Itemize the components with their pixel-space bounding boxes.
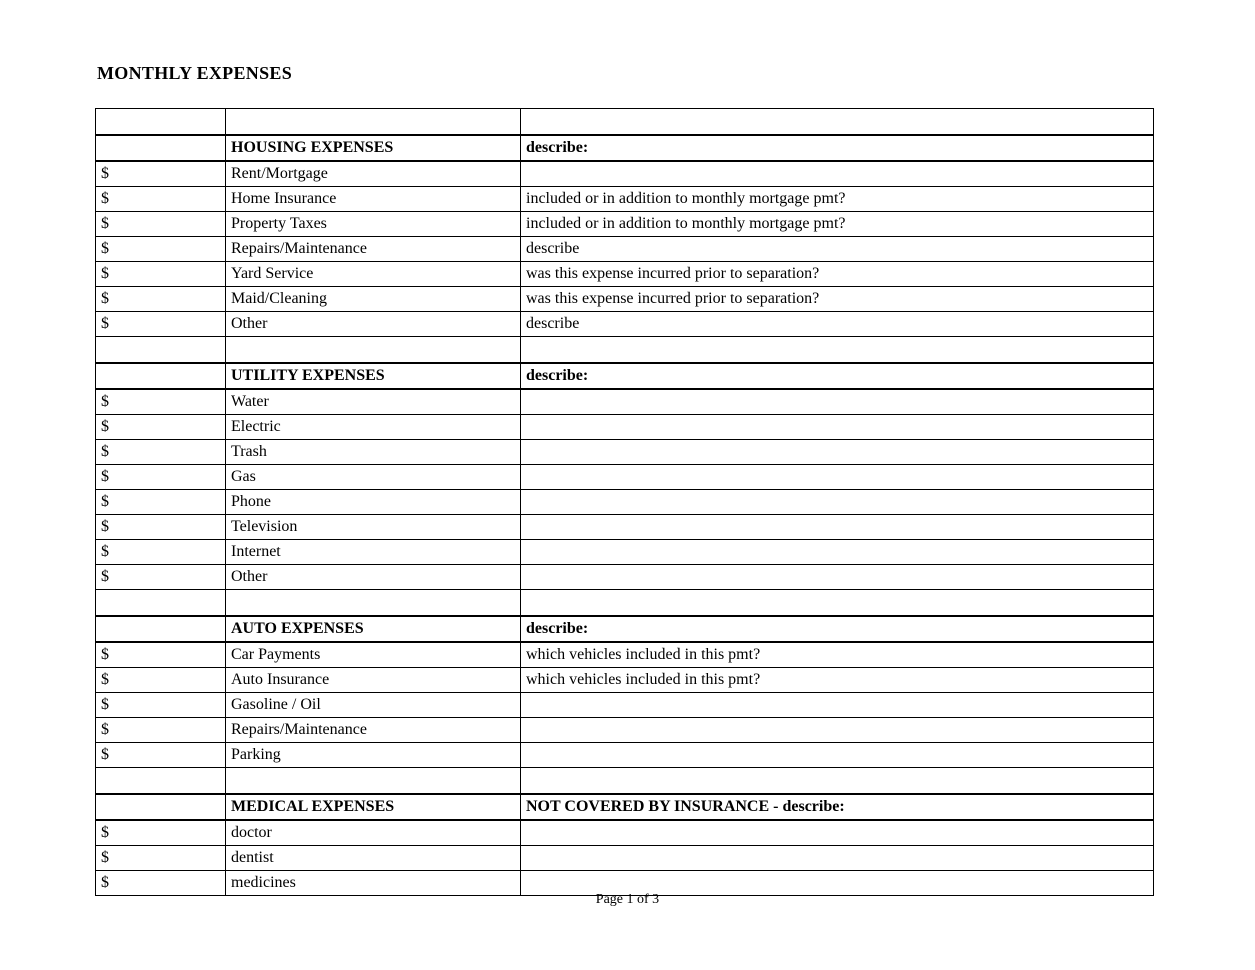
amount-cell	[96, 768, 226, 795]
label-cell: Property Taxes	[226, 212, 521, 237]
expense-row	[96, 540, 1154, 565]
label-cell: Repairs/Maintenance	[226, 237, 521, 262]
label-cell: AUTO EXPENSES	[226, 616, 521, 642]
label-cell: Rent/Mortgage	[226, 161, 521, 187]
label-cell: Yard Service	[226, 262, 521, 287]
description-cell	[521, 590, 1154, 617]
amount-cell	[96, 109, 226, 136]
expense-row	[96, 465, 1154, 490]
description-cell	[521, 540, 1154, 565]
amount-cell: $	[96, 262, 226, 287]
expense-row	[96, 161, 1154, 187]
label-cell: Auto Insurance	[226, 668, 521, 693]
label-cell: UTILITY EXPENSES	[226, 363, 521, 389]
label-cell	[226, 109, 521, 136]
label-cell: Gasoline / Oil	[226, 693, 521, 718]
description-cell: NOT COVERED BY INSURANCE - describe:	[521, 794, 1154, 820]
label-cell	[226, 337, 521, 364]
description-cell	[521, 337, 1154, 364]
description-cell: describe	[521, 312, 1154, 337]
label-cell: Trash	[226, 440, 521, 465]
label-cell: medicines	[226, 871, 521, 896]
amount-cell	[96, 794, 226, 820]
label-cell: Other	[226, 565, 521, 590]
page-footer: Page 1 of 3	[595, 892, 660, 907]
amount-cell	[96, 135, 226, 161]
section-header-row	[96, 794, 1154, 820]
description-cell	[521, 693, 1154, 718]
label-cell: HOUSING EXPENSES	[226, 135, 521, 161]
label-cell: Other	[226, 312, 521, 337]
amount-cell: $	[96, 718, 226, 743]
label-cell: Maid/Cleaning	[226, 287, 521, 312]
label-cell	[226, 590, 521, 617]
label-cell: doctor	[226, 820, 521, 846]
amount-cell: $	[96, 212, 226, 237]
label-cell: MEDICAL EXPENSES	[226, 794, 521, 820]
description-cell: was this expense incurred prior to separation?	[521, 287, 1154, 312]
expense-row	[96, 237, 1154, 262]
description-cell: which vehicles included in this pmt?	[521, 642, 1154, 668]
expense-row	[96, 820, 1154, 846]
amount-cell: $	[96, 693, 226, 718]
description-cell	[521, 565, 1154, 590]
amount-cell: $	[96, 668, 226, 693]
amount-cell: $	[96, 161, 226, 187]
expense-row	[96, 440, 1154, 465]
expenses-table-body	[96, 109, 1154, 896]
expense-row	[96, 846, 1154, 871]
expense-row	[96, 262, 1154, 287]
label-cell: Phone	[226, 490, 521, 515]
description-cell	[521, 109, 1154, 136]
description-cell: describe:	[521, 135, 1154, 161]
description-cell	[521, 718, 1154, 743]
expense-row	[96, 718, 1154, 743]
expense-row	[96, 515, 1154, 540]
description-cell	[521, 490, 1154, 515]
expense-row	[96, 668, 1154, 693]
expense-row	[96, 693, 1154, 718]
expense-row	[96, 287, 1154, 312]
amount-cell	[96, 363, 226, 389]
description-cell: describe	[521, 237, 1154, 262]
description-cell	[521, 768, 1154, 795]
amount-cell: $	[96, 389, 226, 415]
label-cell: Gas	[226, 465, 521, 490]
expense-row	[96, 187, 1154, 212]
label-cell: Car Payments	[226, 642, 521, 668]
label-cell: Internet	[226, 540, 521, 565]
expense-row	[96, 415, 1154, 440]
label-cell: Water	[226, 389, 521, 415]
expense-row	[96, 212, 1154, 237]
expense-row	[96, 389, 1154, 415]
section-header-row	[96, 363, 1154, 389]
description-cell	[521, 389, 1154, 415]
amount-cell: $	[96, 540, 226, 565]
label-cell: Home Insurance	[226, 187, 521, 212]
amount-cell	[96, 590, 226, 617]
expense-row	[96, 743, 1154, 768]
label-cell: Parking	[226, 743, 521, 768]
spacer-row	[96, 337, 1154, 364]
description-cell	[521, 161, 1154, 187]
description-cell	[521, 465, 1154, 490]
spacer-row	[96, 109, 1154, 136]
amount-cell: $	[96, 187, 226, 212]
amount-cell: $	[96, 515, 226, 540]
amount-cell: $	[96, 871, 226, 896]
description-cell	[521, 820, 1154, 846]
amount-cell: $	[96, 440, 226, 465]
expense-row	[96, 312, 1154, 337]
description-cell	[521, 440, 1154, 465]
description-cell	[521, 846, 1154, 871]
label-cell: Electric	[226, 415, 521, 440]
description-cell: describe:	[521, 616, 1154, 642]
description-cell: included or in addition to monthly mortgage pmt?	[521, 187, 1154, 212]
expense-row	[96, 565, 1154, 590]
amount-cell: $	[96, 415, 226, 440]
section-header-row	[96, 135, 1154, 161]
page-title: MONTHLY EXPENSES	[97, 63, 293, 83]
description-cell	[521, 743, 1154, 768]
spacer-row	[96, 768, 1154, 795]
description-cell	[521, 415, 1154, 440]
description-cell	[521, 515, 1154, 540]
expenses-table	[95, 108, 1154, 896]
label-cell: dentist	[226, 846, 521, 871]
expense-row	[96, 490, 1154, 515]
label-cell: Repairs/Maintenance	[226, 718, 521, 743]
description-cell: describe:	[521, 363, 1154, 389]
section-header-row	[96, 616, 1154, 642]
description-cell: which vehicles included in this pmt?	[521, 668, 1154, 693]
amount-cell: $	[96, 490, 226, 515]
amount-cell: $	[96, 565, 226, 590]
expense-row	[96, 642, 1154, 668]
amount-cell: $	[96, 465, 226, 490]
amount-cell: $	[96, 237, 226, 262]
label-cell	[226, 768, 521, 795]
description-cell: included or in addition to monthly mortgage pmt?	[521, 212, 1154, 237]
amount-cell: $	[96, 846, 226, 871]
amount-cell	[96, 337, 226, 364]
amount-cell: $	[96, 642, 226, 668]
spacer-row	[96, 590, 1154, 617]
amount-cell: $	[96, 312, 226, 337]
label-cell: Television	[226, 515, 521, 540]
description-cell: was this expense incurred prior to separation?	[521, 262, 1154, 287]
amount-cell: $	[96, 820, 226, 846]
amount-cell: $	[96, 287, 226, 312]
amount-cell: $	[96, 743, 226, 768]
amount-cell	[96, 616, 226, 642]
